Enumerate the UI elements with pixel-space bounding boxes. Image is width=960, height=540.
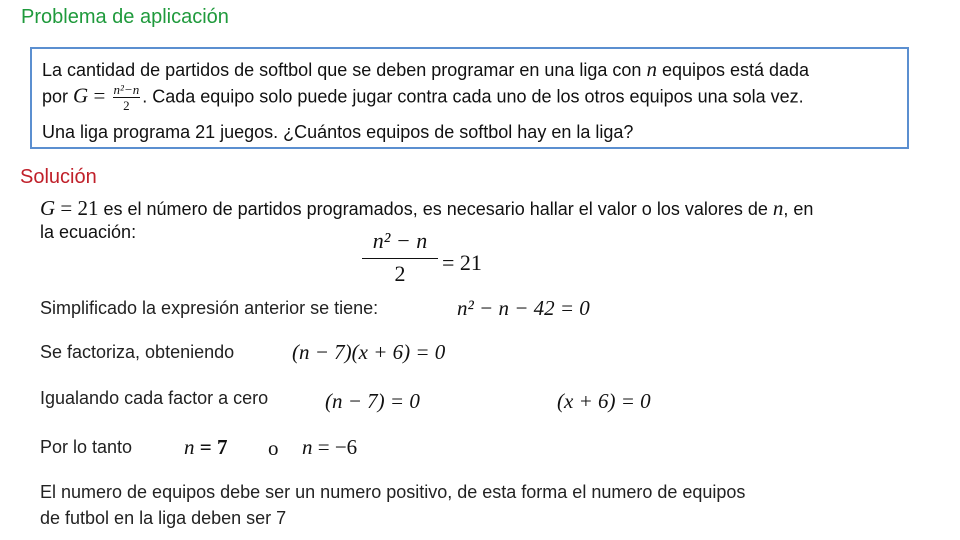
therefore-label: Por lo tanto (40, 437, 133, 457)
solution-intro-line-1: G = 21 es el número de partidos programados, es necesario hallar el valor o los valores de n, en (40, 196, 814, 220)
conclusion-line-1: El numero de equipos debe ser un numero positivo, de esta forma el numero de equipos (40, 482, 746, 502)
var-G: G (73, 83, 89, 108)
conclusion-line-2: de futbol en la liga deben ser 7 (40, 508, 287, 528)
zero-label: Igualando cada factor a cero (40, 388, 269, 408)
solution-intro-line-2: la ecuación: (40, 222, 137, 242)
factor-label: Se factoriza, obteniendo (40, 342, 235, 362)
zero-equation-2: (x + 6) = 0 (557, 389, 651, 413)
simplify-label: Simplificado la expresión anterior se tiene: (40, 298, 379, 318)
zero-equation-1: (n − 7) = 0 (325, 389, 420, 413)
problem-line-1: La cantidad de partidos de softbol que se deben programar en una liga con n equipos está dada (42, 57, 810, 81)
or-word: o (268, 436, 279, 460)
slide-title: Problema de aplicación (21, 6, 229, 28)
solution-2: n = −6 (302, 435, 358, 459)
problem-line-3: Una liga programa 21 juegos. ¿Cuántos equipos de softbol hay en la liga? (42, 122, 634, 142)
equation-rhs: = 21 (442, 250, 482, 275)
factor-equation: (n − 7)(x + 6) = 0 (292, 340, 446, 364)
equation-fraction: $\frac{\text{n² − n}}{2}$ (362, 228, 438, 287)
inline-fraction: $\frac{\text{n²−n}}{2}$ (113, 82, 140, 113)
problem-box (30, 47, 909, 149)
var-n: n (646, 57, 657, 81)
solution-1: n = 7 (184, 435, 228, 459)
solution-label: Solución (20, 166, 97, 188)
problem-line-2: por G = $\frac{\text{n²−n}}{2}$ . Cada equipo solo puede jugar contra cada uno de los otros equipos una sola vez. (42, 82, 804, 113)
simplify-equation: n² − n − 42 = 0 (457, 296, 590, 320)
